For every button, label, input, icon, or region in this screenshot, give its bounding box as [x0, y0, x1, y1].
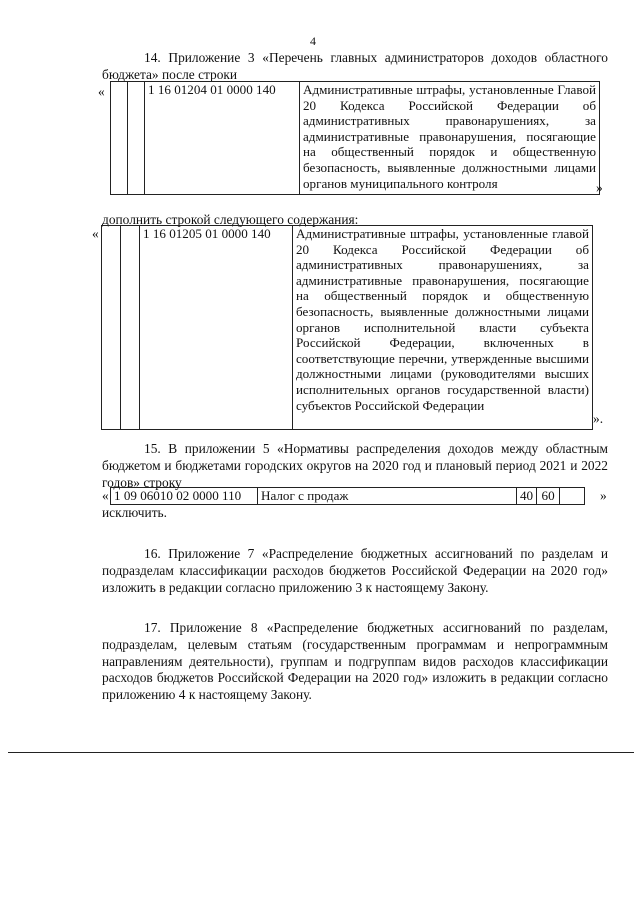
existing-row-text: Административные штрафы, установленные Главой 20 Кодекса Российской Федерации об административных правонарушениях, за административные правонарушения, посягающие на общественный порядок и общественную безопасность, выявленные должностными лицами органов муниципального контроля	[300, 82, 600, 195]
bottom-divider	[8, 752, 634, 753]
item-17-text: 17. Приложение 8 «Распределение бюджетных ассигнований по разделам, подразделам, целевым статьям (государственным программам и непрограммным направлениям деятельности), группам и подгруппам видов расходов классификации расходов бюджетов Российской Федерации на 2020 год» изложить в редакции согласно приложению 4 к настоящему Закону.	[102, 620, 608, 703]
item-15-close-quote: »	[600, 488, 607, 503]
sales-tax-value-2: 60	[537, 488, 560, 505]
existing-row-code: 1 16 01204 01 0000 140	[145, 82, 300, 195]
sales-tax-value-3	[560, 488, 585, 505]
new-close-quote: ».	[593, 411, 604, 426]
new-open-quote: «	[92, 226, 99, 241]
page-number: 4	[310, 34, 316, 48]
item-15-intro: 15. В приложении 5 «Нормативы распределения доходов между областным бюджетом и бюджетами городских округов на 2020 год и плановый период 2021 и 2022 годов» строку	[102, 441, 608, 490]
empty-cell	[128, 82, 145, 195]
close-quote: »	[596, 180, 603, 195]
empty-cell	[121, 226, 140, 430]
open-quote: «	[98, 84, 105, 99]
add-line: дополнить строкой следующего содержания:	[102, 212, 359, 227]
existing-row-table	[110, 81, 600, 195]
item-16-text: 16. Приложение 7 «Распределение бюджетных ассигнований по разделам и подразделам классификации расходов бюджетов Российской Федерации на 2020 год» изложить в редакции согласно приложению 3 к настоящему Закону.	[102, 546, 608, 595]
sales-tax-name: Налог с продаж	[258, 488, 517, 505]
empty-cell	[102, 226, 121, 430]
empty-cell	[111, 82, 128, 195]
sales-tax-code: 1 09 06010 02 0000 110	[111, 488, 258, 505]
item-15-exclude: исключить.	[102, 505, 167, 520]
sales-tax-value-1: 40	[517, 488, 537, 505]
new-row-table	[101, 225, 593, 430]
new-row-code: 1 16 01205 01 0000 140	[140, 226, 293, 430]
item-15-open-quote: «	[102, 488, 109, 503]
sales-tax-row-table	[110, 487, 585, 505]
new-row-text: Административные штрафы, установленные главой 20 Кодекса Российской Федерации об административных правонарушениях, за административные правонарушения, посягающие на общественный порядок и общественную безопасность, выявленные должностными лицами органов исполнительной власти субъекта Российской Федерации, включенных в соответствующие перечни, утвержденные высшими должностными лицами (руководителями высших исполнительных органов государственной власти) субъектов Российской Федерации	[293, 226, 593, 430]
item-14-intro: 14. Приложение 3 «Перечень главных администраторов доходов областного бюджета» после строки	[102, 50, 608, 82]
